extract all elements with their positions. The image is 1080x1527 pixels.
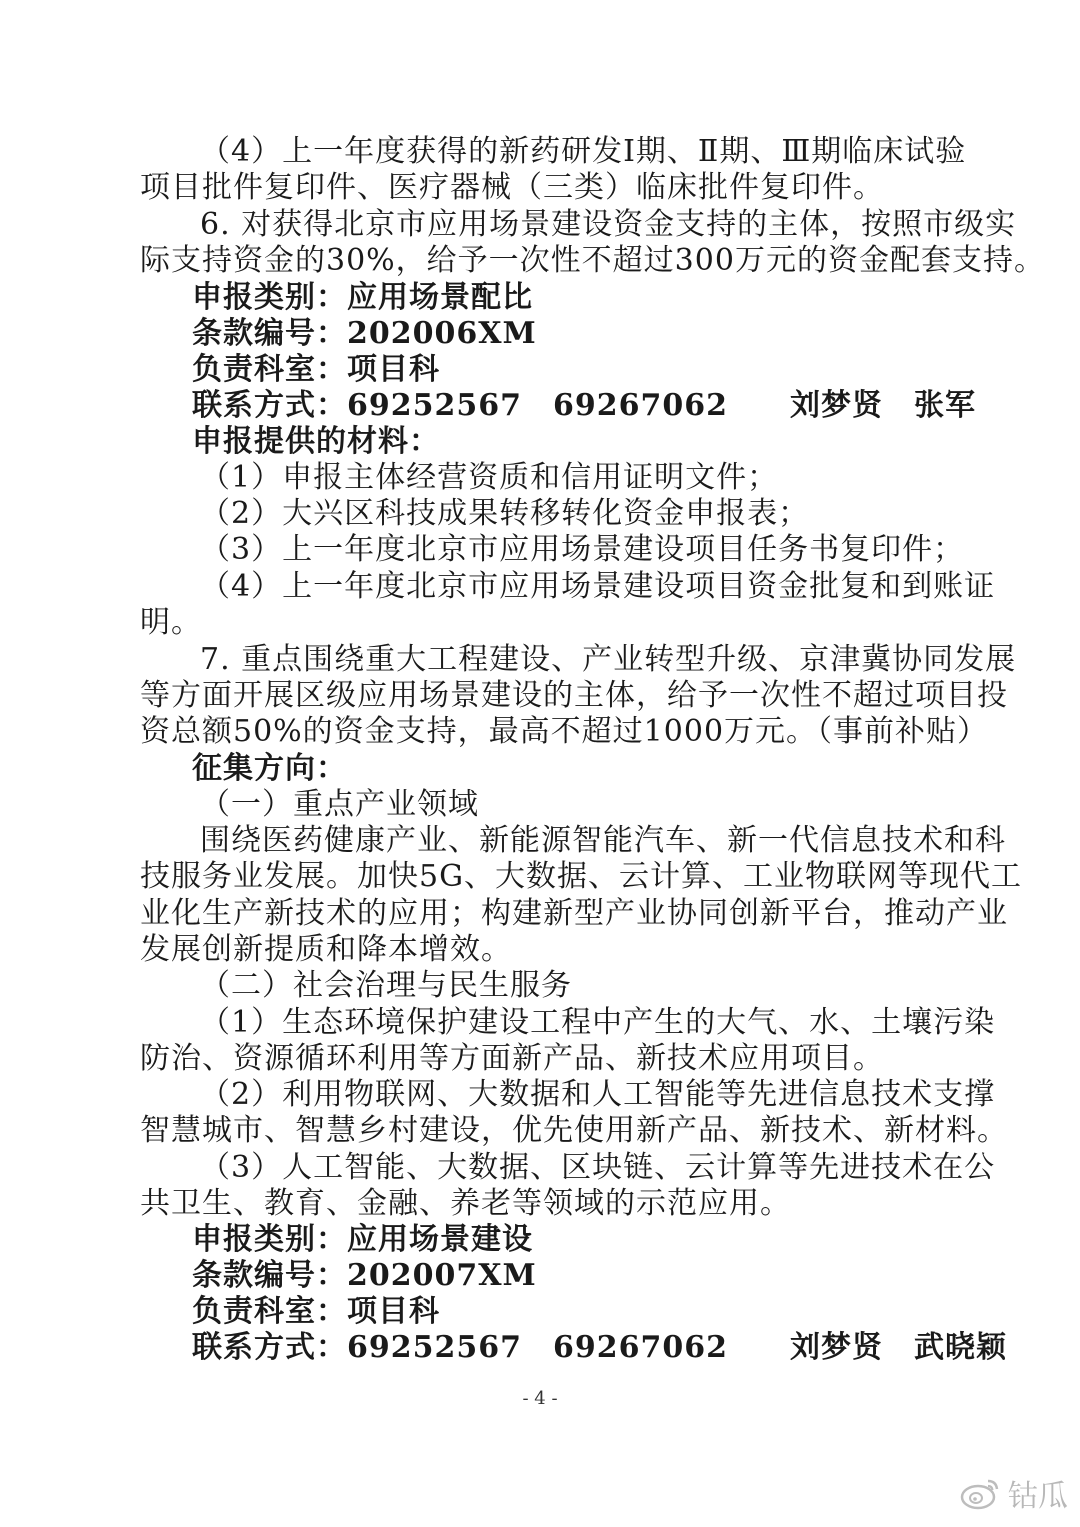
paragraph-line: 资总额50%的资金支持，最高不超过1000万元。（事前补贴） [140, 714, 989, 749]
paragraph-line: （4）上一年度北京市应用场景建设项目资金批复和到账证 [200, 569, 996, 604]
paragraph-line: 6. 对获得北京市应用场景建设资金支持的主体，按照市级实 [200, 207, 1017, 242]
paragraph-line: （3）上一年度北京市应用场景建设项目任务书复印件； [200, 532, 965, 567]
paragraph-line: （4）上一年度获得的新药研发Ⅰ期、Ⅱ期、Ⅲ期临床试验 [200, 134, 967, 169]
field-line: 负责科室：项目科 [192, 352, 440, 387]
paragraph-line: 防治、资源循环利用等方面新产品、新技术应用项目。 [140, 1041, 884, 1076]
paragraph-line: 项目批件复印件、医疗器械（三类）临床批件复印件。 [140, 170, 884, 205]
paragraph-line: （2）利用物联网、大数据和人工智能等先进信息技术支撑 [200, 1077, 996, 1112]
paragraph-line: （二）社会治理与民生服务 [200, 968, 572, 1003]
watermark [958, 1471, 1068, 1515]
field-line: 联系方式：69252567 69267062 刘梦贤 武晓颖 [192, 1330, 1007, 1365]
weibo-icon [958, 1475, 1002, 1511]
field-line: 申报类别：应用场景建设 [192, 1222, 533, 1257]
paragraph-line: 业化生产新技术的应用；构建新型产业协同创新平台，推动产业 [140, 896, 1008, 931]
paragraph-line: 际支持资金的30%，给予一次性不超过300万元的资金配套支持。 [140, 243, 1045, 278]
field-line: 条款编号：202006XM [192, 316, 537, 351]
field-line: 申报类别：应用场景配比 [192, 280, 533, 315]
paragraph-line: 共卫生、教育、金融、养老等领域的示范应用。 [140, 1186, 791, 1221]
paragraph-line: 7. 重点围绕重大工程建设、产业转型升级、京津冀协同发展 [200, 642, 1017, 677]
field-line: 条款编号：202007XM [192, 1258, 537, 1293]
paragraph-line: （一）重点产业领域 [200, 787, 479, 822]
page-number: - 4 - [522, 1388, 558, 1409]
paragraph-line: 明。 [140, 605, 202, 640]
paragraph-line: 发展创新提质和降本增效。 [140, 932, 512, 967]
paragraph-line: （2）大兴区科技成果转移转化资金申报表； [200, 496, 810, 531]
paragraph-line: 等方面开展区级应用场景建设的主体，给予一次性不超过项目投 [140, 678, 1008, 713]
paragraph-line: （1）生态环境保护建设工程中产生的大气、水、土壤污染 [200, 1005, 996, 1040]
paragraph-line: （3）人工智能、大数据、区块链、云计算等先进技术在公 [200, 1150, 996, 1185]
field-line: 负责科室：项目科 [192, 1294, 440, 1329]
field-line: 征集方向： [192, 751, 347, 786]
watermark-text: 钴瓜 [1008, 1479, 1068, 1514]
paragraph-line: 技服务业发展。加快5G、大数据、云计算、工业物联网等现代工 [140, 859, 1023, 894]
field-line: 申报提供的材料： [192, 424, 440, 459]
field-line: 联系方式：69252567 69267062 刘梦贤 张军 [192, 388, 976, 423]
paragraph-line: 智慧城市、智慧乡村建设，优先使用新产品、新技术、新材料。 [140, 1113, 1008, 1148]
paragraph-line: （1）申报主体经营资质和信用证明文件； [200, 460, 779, 495]
paragraph-line: 围绕医药健康产业、新能源智能汽车、新一代信息技术和科 [200, 823, 1006, 858]
